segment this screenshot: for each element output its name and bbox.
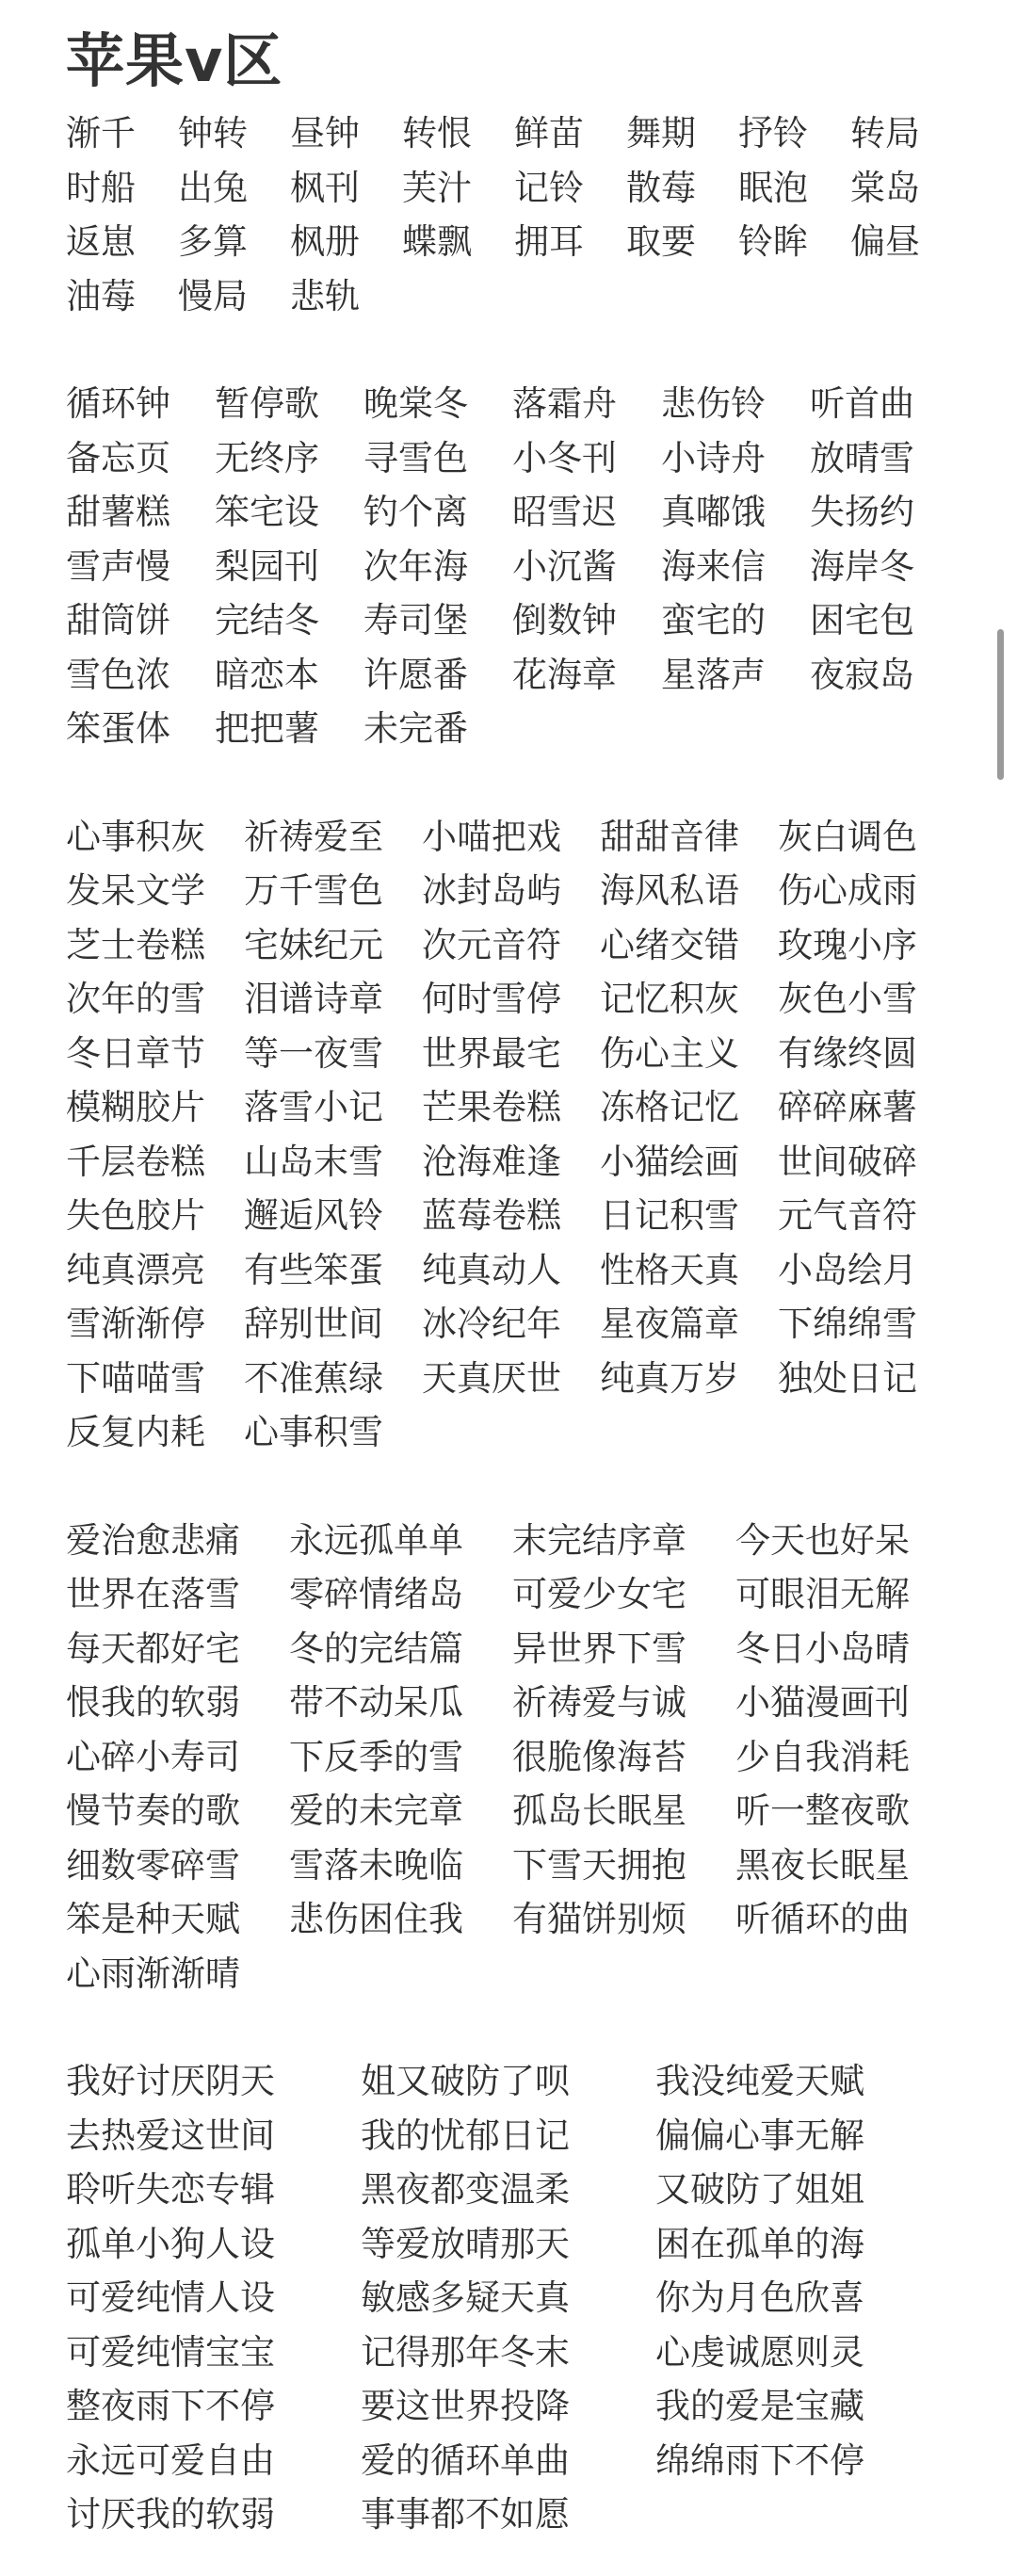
name-item: 返崽 bbox=[66, 221, 136, 262]
name-item: 次年海 bbox=[363, 545, 468, 587]
name-item: 雪落未晚临 bbox=[289, 1844, 463, 1886]
name-item: 冰冷纪年 bbox=[422, 1304, 561, 1344]
name-item: 可眼泪无解 bbox=[735, 1574, 910, 1614]
name-item: 雪渐渐停 bbox=[66, 1304, 205, 1344]
name-item: 时船 bbox=[66, 167, 136, 208]
name-item: 万千雪色 bbox=[244, 870, 383, 911]
name-item: 困在孤单的海 bbox=[655, 2223, 864, 2264]
name-item: 落霜舟 bbox=[512, 383, 617, 424]
name-item: 恨我的软弱 bbox=[66, 1682, 240, 1723]
name-item: 钟转 bbox=[178, 113, 248, 154]
name-item: 未完番 bbox=[363, 708, 468, 749]
name-item: 海来信 bbox=[661, 545, 766, 587]
name-item: 蛮宅的 bbox=[661, 600, 766, 640]
name-item: 爱的未完章 bbox=[289, 1790, 463, 1831]
name-item: 寿司堡 bbox=[363, 600, 468, 640]
name-item: 永远可爱自由 bbox=[66, 2439, 275, 2481]
name-item: 有些笨蛋 bbox=[244, 1249, 383, 1290]
name-item: 备忘页 bbox=[66, 437, 170, 478]
name-item: 世间破碎 bbox=[778, 1141, 917, 1182]
name-item: 异世界下雪 bbox=[512, 1628, 686, 1669]
name-item: 可爱纯情宝宝 bbox=[66, 2331, 275, 2373]
name-item: 甜薯糕 bbox=[66, 492, 170, 532]
name-item: 心碎小寿司 bbox=[66, 1736, 240, 1777]
name-item: 下反季的雪 bbox=[289, 1736, 463, 1777]
name-list-6-char bbox=[66, 2054, 932, 2542]
name-item: 悲伤困住我 bbox=[289, 1899, 463, 1939]
name-item: 转恨 bbox=[402, 113, 472, 154]
name-item: 舞期 bbox=[626, 113, 696, 154]
name-item: 爱治愈悲痛 bbox=[66, 1519, 240, 1561]
name-item: 笨是种天赋 bbox=[66, 1899, 240, 1939]
name-item: 倒数钟 bbox=[512, 600, 617, 640]
name-item: 多算 bbox=[178, 221, 248, 262]
name-item: 枫刊 bbox=[290, 167, 360, 208]
name-item: 蝶飘 bbox=[402, 221, 472, 262]
name-item: 蓝莓卷糕 bbox=[422, 1195, 561, 1236]
page-title: 苹果v区 bbox=[66, 26, 283, 95]
name-item: 转局 bbox=[850, 113, 920, 154]
name-item: 记得那年冬末 bbox=[361, 2331, 570, 2373]
name-item: 千层卷糕 bbox=[66, 1141, 205, 1182]
name-item: 纯真万岁 bbox=[600, 1357, 739, 1399]
name-item: 冰封岛屿 bbox=[422, 870, 561, 911]
name-item: 许愿番 bbox=[363, 654, 468, 695]
name-item: 祈祷爱至 bbox=[244, 816, 383, 857]
name-item: 雪色浓 bbox=[66, 654, 170, 695]
name-item: 黑夜都变温柔 bbox=[361, 2169, 570, 2210]
name-item: 冬的完结篇 bbox=[289, 1628, 463, 1669]
name-item: 祈祷爱与诚 bbox=[512, 1682, 686, 1723]
name-item: 不准蕉绿 bbox=[244, 1357, 383, 1399]
name-item: 山岛末雪 bbox=[244, 1141, 383, 1182]
name-item: 下绵绵雪 bbox=[778, 1304, 917, 1344]
name-item: 梨园刊 bbox=[215, 545, 319, 587]
document-page bbox=[66, 19, 932, 2542]
name-item: 海岸冬 bbox=[810, 545, 914, 587]
name-item: 聆听失恋专辑 bbox=[66, 2169, 275, 2210]
name-item: 纯真漂亮 bbox=[66, 1249, 205, 1290]
name-item: 把把薯 bbox=[215, 708, 319, 749]
name-item: 出兔 bbox=[178, 167, 248, 208]
name-item: 又破防了姐姐 bbox=[655, 2169, 864, 2210]
name-item: 爱的循环单曲 bbox=[361, 2439, 570, 2481]
name-item: 心事积雪 bbox=[244, 1412, 383, 1452]
name-item: 暗恋本 bbox=[215, 654, 319, 695]
name-item: 听循环的曲 bbox=[735, 1899, 910, 1939]
name-item: 去热爱这世间 bbox=[66, 2114, 275, 2156]
name-item: 天真厌世 bbox=[422, 1357, 561, 1399]
name-item: 完结冬 bbox=[215, 600, 319, 640]
name-item: 独处日记 bbox=[778, 1357, 917, 1399]
name-item: 日记积雪 bbox=[600, 1195, 739, 1236]
name-item: 冬日章节 bbox=[66, 1032, 205, 1074]
name-item: 等爱放晴那天 bbox=[361, 2223, 570, 2264]
name-item: 冻格记忆 bbox=[600, 1087, 739, 1127]
name-item: 真嘟饿 bbox=[661, 492, 766, 532]
name-item: 发呆文学 bbox=[66, 870, 205, 911]
name-item: 取要 bbox=[626, 221, 696, 262]
name-item: 放晴雪 bbox=[810, 437, 914, 478]
name-item: 次元音符 bbox=[422, 924, 561, 965]
name-item: 世界在落雪 bbox=[66, 1574, 240, 1614]
name-item: 绵绵雨下不停 bbox=[655, 2439, 864, 2481]
scrollbar-thumb[interactable] bbox=[997, 629, 1004, 780]
name-item: 抒铃 bbox=[738, 113, 808, 154]
name-item: 下喵喵雪 bbox=[66, 1357, 205, 1399]
name-item: 今天也好呆 bbox=[735, 1519, 910, 1561]
name-item: 悲伤铃 bbox=[661, 383, 766, 424]
name-item: 芙汁 bbox=[402, 167, 472, 208]
name-item: 少自我消耗 bbox=[735, 1736, 910, 1777]
name-item: 眠泡 bbox=[738, 167, 808, 208]
name-item: 无终序 bbox=[215, 437, 319, 478]
name-item: 拥耳 bbox=[514, 221, 584, 262]
name-item: 辞别世间 bbox=[244, 1304, 383, 1344]
name-item: 我没纯爱天赋 bbox=[655, 2061, 864, 2101]
name-item: 鲜苗 bbox=[514, 113, 584, 154]
name-item: 海风私语 bbox=[600, 870, 739, 911]
name-item: 小岛绘月 bbox=[778, 1249, 917, 1290]
name-item: 末完结序章 bbox=[512, 1519, 686, 1561]
name-item: 伤心主义 bbox=[600, 1032, 739, 1074]
name-item: 黑夜长眠星 bbox=[735, 1844, 910, 1886]
name-item: 世界最宅 bbox=[422, 1032, 561, 1074]
name-list-2-char bbox=[66, 106, 932, 323]
name-item: 寻雪色 bbox=[363, 437, 468, 478]
name-item: 笨宅设 bbox=[215, 492, 319, 532]
name-item: 冬日小岛晴 bbox=[735, 1628, 910, 1669]
name-item: 反复内耗 bbox=[66, 1412, 205, 1452]
name-item: 我的爱是宝藏 bbox=[655, 2386, 864, 2426]
name-item: 伤心成雨 bbox=[778, 870, 917, 911]
name-item: 芒果卷糕 bbox=[422, 1087, 561, 1127]
name-item: 玫瑰小序 bbox=[778, 924, 917, 965]
name-item: 纯真动人 bbox=[422, 1249, 561, 1290]
name-item: 钓个离 bbox=[363, 492, 468, 532]
name-item: 失扬约 bbox=[810, 492, 914, 532]
name-item: 模糊胶片 bbox=[66, 1087, 205, 1127]
name-item: 记忆积灰 bbox=[600, 979, 739, 1019]
name-item: 散莓 bbox=[626, 167, 696, 208]
name-item: 沧海难逢 bbox=[422, 1141, 561, 1182]
name-item: 花海章 bbox=[512, 654, 617, 695]
name-item: 心虔诚愿则灵 bbox=[655, 2331, 864, 2373]
name-item: 听首曲 bbox=[810, 383, 914, 424]
name-item: 敏感多疑天真 bbox=[361, 2277, 570, 2318]
name-item: 孤岛长眠星 bbox=[512, 1790, 686, 1831]
name-list-4-char bbox=[66, 810, 932, 1460]
name-item: 碎碎麻薯 bbox=[778, 1087, 917, 1127]
name-item: 循环钟 bbox=[66, 383, 170, 424]
name-item: 暂停歌 bbox=[215, 383, 319, 424]
name-item: 甜筒饼 bbox=[66, 600, 170, 640]
name-item: 小猫绘画 bbox=[600, 1141, 739, 1182]
name-item: 零碎情绪岛 bbox=[289, 1574, 463, 1614]
name-item: 等一夜雪 bbox=[244, 1032, 383, 1074]
name-item: 星夜篇章 bbox=[600, 1304, 739, 1344]
name-item: 小沉酱 bbox=[512, 545, 617, 587]
name-item: 每天都好宅 bbox=[66, 1628, 240, 1669]
name-item: 慢局 bbox=[178, 275, 248, 316]
name-item: 昭雪迟 bbox=[512, 492, 617, 532]
name-item: 事事都不如愿 bbox=[361, 2494, 570, 2535]
name-item: 棠岛 bbox=[850, 167, 920, 208]
name-item: 小诗舟 bbox=[661, 437, 766, 478]
name-item: 永远孤单单 bbox=[289, 1519, 463, 1561]
name-item: 孤单小狗人设 bbox=[66, 2223, 275, 2264]
name-item: 记铃 bbox=[514, 167, 584, 208]
name-list-5-char bbox=[66, 1514, 932, 2001]
name-item: 昼钟 bbox=[290, 113, 360, 154]
name-item: 细数零碎雪 bbox=[66, 1844, 240, 1886]
name-item: 芝士卷糕 bbox=[66, 924, 205, 965]
name-item: 困宅包 bbox=[810, 600, 914, 640]
name-item: 泪谱诗章 bbox=[244, 979, 383, 1019]
name-item: 小喵把戏 bbox=[422, 816, 561, 857]
name-item: 偏昼 bbox=[850, 221, 920, 262]
name-item: 我的忧郁日记 bbox=[361, 2114, 570, 2156]
name-item: 慢节奏的歌 bbox=[66, 1790, 240, 1831]
name-item: 小猫漫画刊 bbox=[735, 1682, 910, 1723]
name-list-3-char bbox=[66, 377, 932, 756]
name-item: 有猫饼别烦 bbox=[512, 1899, 686, 1939]
name-item: 偏偏心事无解 bbox=[655, 2114, 864, 2156]
name-item: 铃眸 bbox=[738, 221, 808, 262]
name-item: 姐又破防了呗 bbox=[361, 2061, 570, 2101]
name-item: 可爱少女宅 bbox=[512, 1574, 686, 1614]
name-item: 次年的雪 bbox=[66, 979, 205, 1019]
name-item: 你为月色欣喜 bbox=[655, 2277, 864, 2318]
name-item: 听一整夜歌 bbox=[735, 1790, 910, 1831]
name-item: 何时雪停 bbox=[422, 979, 561, 1019]
name-item: 灰色小雪 bbox=[778, 979, 917, 1019]
name-item: 整夜雨下不停 bbox=[66, 2386, 275, 2426]
name-item: 雪声慢 bbox=[66, 545, 170, 587]
name-item: 油莓 bbox=[66, 275, 136, 316]
name-item: 渐千 bbox=[66, 113, 136, 154]
name-item: 元气音符 bbox=[778, 1195, 917, 1236]
name-item: 落雪小记 bbox=[244, 1087, 383, 1127]
name-item: 星落声 bbox=[661, 654, 766, 695]
name-item: 性格天真 bbox=[600, 1249, 739, 1290]
name-item: 晚棠冬 bbox=[363, 383, 468, 424]
name-item: 讨厌我的软弱 bbox=[66, 2494, 275, 2535]
name-item: 很脆像海苔 bbox=[512, 1736, 686, 1777]
name-item: 邂逅风铃 bbox=[244, 1195, 383, 1236]
name-item: 枫册 bbox=[290, 221, 360, 262]
name-item: 可爱纯情人设 bbox=[66, 2277, 275, 2318]
name-item: 小冬刊 bbox=[512, 437, 617, 478]
name-item: 失色胶片 bbox=[66, 1195, 205, 1236]
name-item: 下雪天拥抱 bbox=[512, 1844, 686, 1886]
name-item: 灰白调色 bbox=[778, 816, 917, 857]
name-item: 宅妹纪元 bbox=[244, 924, 383, 965]
name-item: 甜甜音律 bbox=[600, 816, 739, 857]
name-item: 心事积灰 bbox=[66, 816, 205, 857]
name-item: 我好讨厌阴天 bbox=[66, 2061, 275, 2101]
name-item: 心雨渐渐晴 bbox=[66, 1952, 240, 1994]
name-item: 要这世界投降 bbox=[361, 2386, 570, 2426]
name-item: 夜寂岛 bbox=[810, 654, 914, 695]
name-item: 悲轨 bbox=[290, 275, 360, 316]
name-item: 心绪交错 bbox=[600, 924, 739, 965]
name-item: 有缘终圆 bbox=[778, 1032, 917, 1074]
name-item: 笨蛋体 bbox=[66, 708, 170, 749]
name-item: 带不动呆瓜 bbox=[289, 1682, 463, 1723]
